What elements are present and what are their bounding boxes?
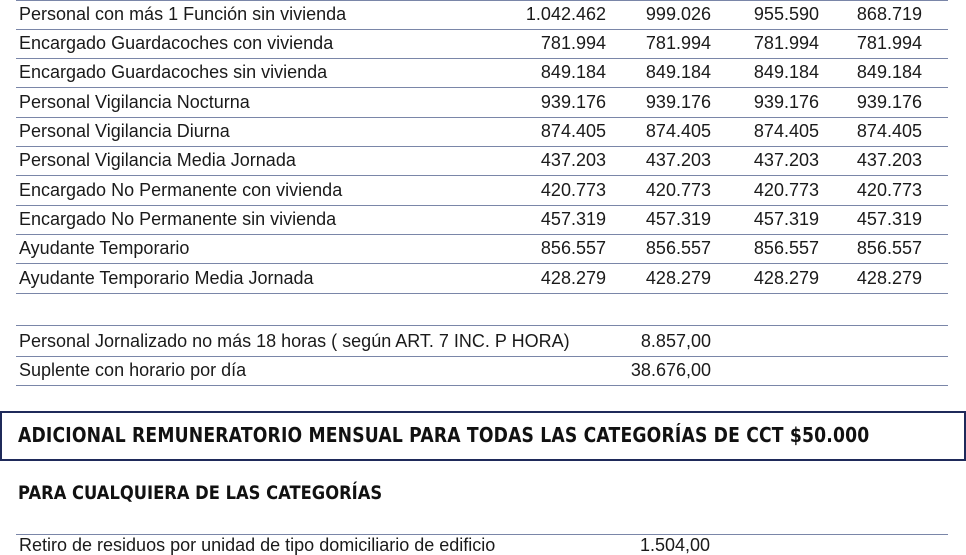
row-label: Ayudante Temporario Media Jornada bbox=[19, 268, 314, 288]
table-row bbox=[16, 234, 948, 264]
row-label: Personal Jornalizado no más 18 horas ( según ART. 7 INC. P HORA) bbox=[19, 331, 570, 351]
row-value-3: 939.176 bbox=[753, 92, 819, 112]
row-value-3: 849.184 bbox=[753, 62, 819, 82]
row-value-4: 849.184 bbox=[856, 62, 922, 82]
row-value-4: 457.319 bbox=[856, 209, 922, 229]
table-row bbox=[16, 117, 948, 147]
row-value-1: 849.184 bbox=[540, 62, 606, 82]
row-label: Encargado Guardacoches con vivienda bbox=[19, 33, 334, 53]
row-value-3: 781.994 bbox=[753, 33, 819, 53]
row-value-3: 955.590 bbox=[753, 4, 819, 24]
row-value-4: 874.405 bbox=[856, 121, 922, 141]
row-label: Personal Vigilancia Nocturna bbox=[19, 92, 250, 112]
row-value-2: 457.319 bbox=[645, 209, 711, 229]
row-value-3: 457.319 bbox=[753, 209, 819, 229]
row-value-4: 437.203 bbox=[856, 150, 922, 170]
row-value-1: 781.994 bbox=[540, 33, 606, 53]
row-label: Encargado No Permanente con vivienda bbox=[19, 180, 343, 200]
row-value-3: 437.203 bbox=[753, 150, 819, 170]
table-row bbox=[16, 356, 948, 386]
row-value-2: 437.203 bbox=[645, 150, 711, 170]
table-row bbox=[16, 327, 948, 357]
table-row bbox=[16, 29, 948, 59]
row-value-2: 428.279 bbox=[645, 268, 711, 288]
table-row bbox=[16, 146, 948, 176]
row-label: Encargado No Permanente sin vivienda bbox=[19, 209, 337, 229]
row-value-4: 428.279 bbox=[856, 268, 922, 288]
additional-pay-banner bbox=[0, 411, 966, 461]
row-value-1: 428.279 bbox=[540, 268, 606, 288]
table-row bbox=[16, 205, 948, 235]
table-row bbox=[16, 88, 948, 118]
row-value-2: 849.184 bbox=[645, 62, 711, 82]
table-row bbox=[16, 176, 948, 206]
row-label: Personal con más 1 Función sin vivienda bbox=[19, 4, 347, 24]
row-value-1: 1.042.462 bbox=[525, 4, 606, 24]
row-value-4: 781.994 bbox=[856, 33, 922, 53]
row-value-3: 428.279 bbox=[753, 268, 819, 288]
table-row bbox=[16, 264, 948, 294]
row-value-3: 420.773 bbox=[753, 180, 819, 200]
row-value-2: 874.405 bbox=[645, 121, 711, 141]
cut-off-row-value: 1.504,00 bbox=[640, 535, 711, 555]
table-row bbox=[16, 58, 948, 88]
row-value-2: 939.176 bbox=[645, 92, 711, 112]
row-value-1: 856.557 bbox=[540, 238, 606, 258]
row-label: Personal Vigilancia Diurna bbox=[19, 121, 230, 141]
row-value-2: 420.773 bbox=[645, 180, 711, 200]
row-value-4: 939.176 bbox=[856, 92, 922, 112]
extra-table-top-border bbox=[16, 325, 948, 326]
row-label: Personal Vigilancia Media Jornada bbox=[19, 150, 296, 170]
cut-off-row-label: Retiro de residuos por unidad de tipo domiciliario de edificio bbox=[19, 535, 496, 555]
banner-text: ADICIONAL REMUNERATORIO MENSUAL PARA TODAS LAS CATEGORÍAS DE CCT $50.000 bbox=[18, 423, 870, 447]
row-value-4: 420.773 bbox=[856, 180, 922, 200]
section-heading: PARA CUALQUIERA DE LAS CATEGORÍAS bbox=[18, 482, 383, 504]
row-value-2: 856.557 bbox=[645, 238, 711, 258]
row-value-1: 457.319 bbox=[540, 209, 606, 229]
row-value: 38.676,00 bbox=[630, 360, 711, 380]
row-value-3: 874.405 bbox=[753, 121, 819, 141]
row-value: 8.857,00 bbox=[640, 331, 711, 351]
row-value-1: 420.773 bbox=[540, 180, 606, 200]
row-value-2: 781.994 bbox=[645, 33, 711, 53]
row-label: Suplente con horario por día bbox=[19, 360, 247, 380]
row-value-4: 856.557 bbox=[856, 238, 922, 258]
row-value-3: 856.557 bbox=[753, 238, 819, 258]
row-value-4: 868.719 bbox=[856, 4, 922, 24]
table-row bbox=[16, 0, 948, 30]
row-label: Encargado Guardacoches sin vivienda bbox=[19, 62, 328, 82]
row-value-1: 874.405 bbox=[540, 121, 606, 141]
row-value-1: 939.176 bbox=[540, 92, 606, 112]
row-label: Ayudante Temporario bbox=[19, 238, 190, 258]
row-value-1: 437.203 bbox=[540, 150, 606, 170]
row-value-2: 999.026 bbox=[645, 4, 711, 24]
